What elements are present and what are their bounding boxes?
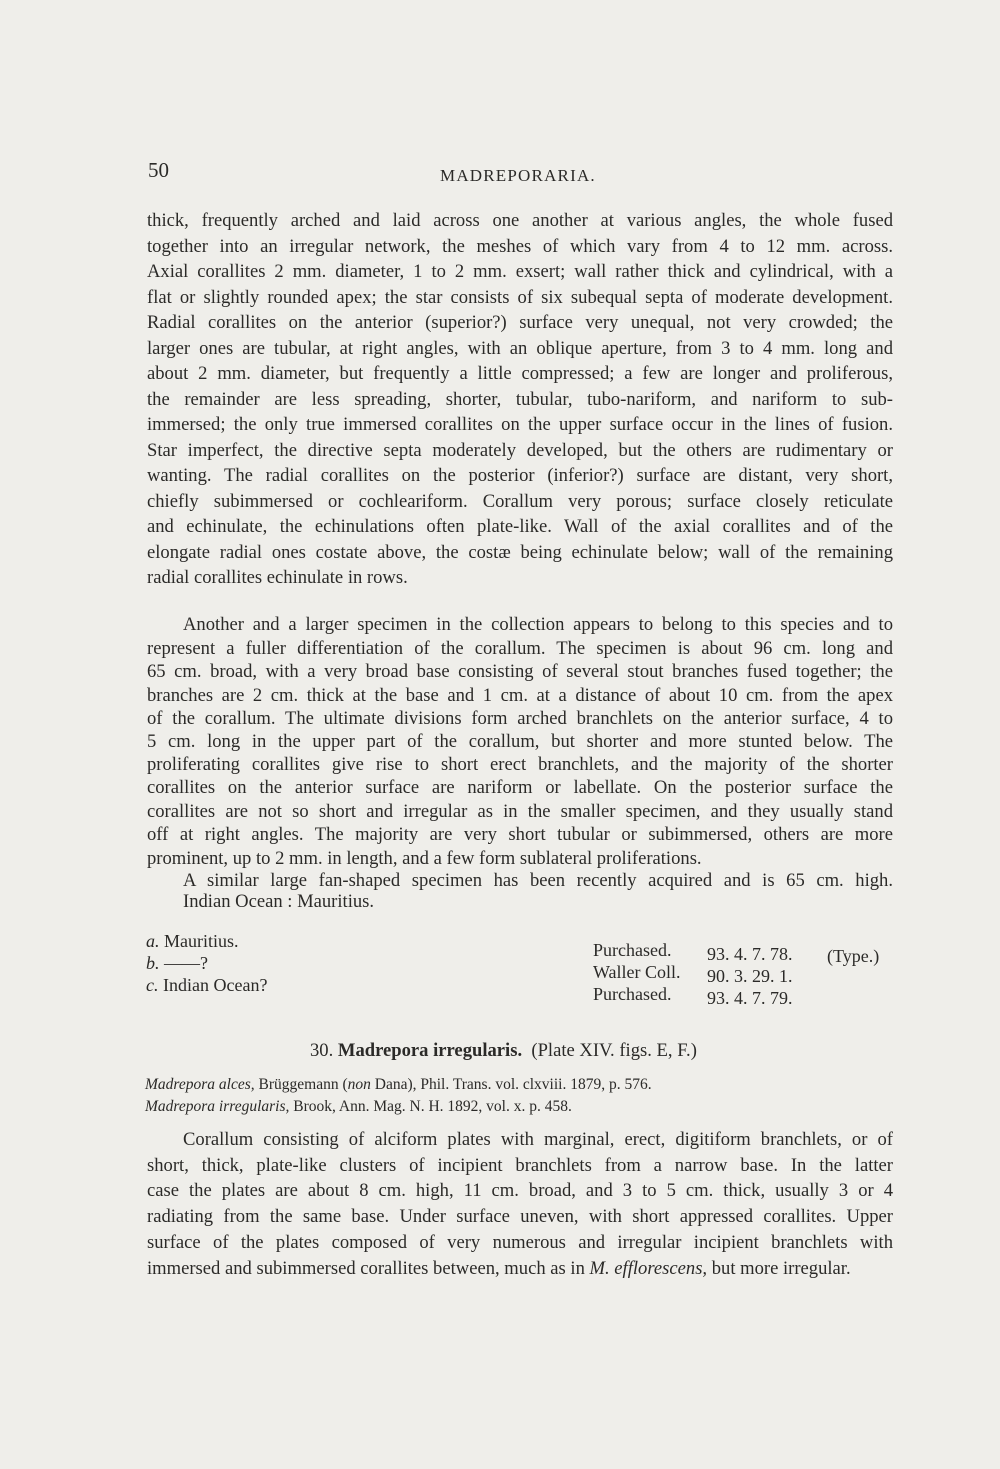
text-line: chiefly subimmersed or cochleariform. Corallum very porous; surface closely reticulate (147, 490, 893, 512)
text-line: the remainder are less spreading, shorter, tubular, tubo-nariform, and nariform to sub- (147, 388, 893, 410)
text-line: 5 cm. long in the upper part of the corallum, but shorter and more stunted below. The (147, 731, 893, 752)
text-line: elongate radial ones costate above, the costæ being echinulate below; wall of the remaining (147, 541, 893, 563)
text-line: larger ones are tubular, at right angles, with an oblique aperture, from 3 to 4 mm. long and (147, 337, 893, 359)
text-line: Another and a larger specimen in the collection appears to belong to this species and to (183, 614, 893, 635)
specimen-notes (827, 945, 879, 967)
text-line: prominent, up to 2 mm. in length, and a few form sublateral proliferations. (147, 848, 702, 869)
text-line: thick, frequently arched and laid across one another at various angles, the whole fused (147, 210, 893, 231)
text-line: immersed and subimmersed corallites between, much as in M. efflorescens, but more irregular. (147, 1258, 851, 1279)
text-line: surface of the plates composed of very numerous and irregular incipient branchlets with (147, 1232, 893, 1253)
text-line: short, thick, plate-like clusters of incipient branchlets from a narrow base. In the latter (147, 1155, 893, 1176)
text-line: branches are 2 cm. thick at the base and 1 cm. at a distance of about 10 cm. from the apex (147, 685, 893, 706)
text-line: and echinulate, the echinulations often plate-like. Wall of the axial corallites and of the (147, 516, 893, 537)
text-line: off at right angles. The majority are very short tubular or subimmersed, others are more (147, 824, 893, 845)
text-line: proliferating corallites give rise to short erect branchlets, and the majority of the shorter (147, 754, 893, 775)
text-line: flat or slightly rounded apex; the star consists of six subequal septa of moderate development. (147, 286, 893, 308)
text-line: wanting. The radial corallites on the posterior (inferior?) surface are distant, very short, (147, 465, 893, 486)
species-heading (310, 1040, 697, 1062)
text-line: Star imperfect, the directive septa moderately developed, but the others are rudimentary or (147, 439, 893, 461)
text-line: represent a fuller differentiation of the corallum. The specimen is about 96 cm. long and (147, 638, 893, 659)
species-number: 30. (310, 1040, 334, 1061)
text-line: about 2 mm. diameter, but frequently a little compressed; a few are longer and proliferous, (147, 363, 893, 384)
specimen-source: Purchased. (593, 984, 672, 1004)
species-name: Madrepora irregularis. (337, 1040, 523, 1061)
text-line: radiating from the same base. Under surface uneven, with short appressed corallites. Upper (147, 1206, 893, 1227)
specimen-registers (707, 943, 793, 1009)
specimen-row: c. Indian Ocean? (146, 975, 268, 995)
text-line: Radial corallites on the anterior (superior?) surface very unequal, not very crowded; the (147, 312, 893, 333)
plate-reference: (Plate XIV. figs. E, F.) (531, 1040, 697, 1061)
specimen-row: b. ——? (146, 953, 208, 973)
synonym-line: Madrepora alces, Brüggemann (non Dana), Phil. Trans. vol. clxviii. 1879, p. 576. (145, 1076, 652, 1093)
specimen-register-number: 93. 4. 7. 79. (707, 988, 793, 1008)
text-line: Corallum consisting of alciform plates with marginal, erect, digitiform branchlets, or of (183, 1129, 893, 1150)
synonym-line: Madrepora irregularis, Brook, Ann. Mag. N. H. 1892, vol. x. p. 458. (145, 1098, 572, 1115)
specimen-row: a. Mauritius. (146, 931, 239, 951)
running-title: MADREPORARIA. (440, 166, 596, 185)
specimen-source: Waller Coll. (593, 962, 681, 982)
text-line: immersed; the only true immersed corallites on the upper surface occur in the lines of fusion. (147, 414, 893, 435)
specimen-source: Purchased. (593, 940, 672, 960)
locality-line: Indian Ocean : Mauritius. (183, 891, 375, 912)
text-line: corallites are not so short and irregular as in the smaller specimen, and they usually stand (147, 801, 893, 822)
text-line: case the plates are about 8 cm. high, 11 cm. broad, and 3 to 5 cm. thick, usually 3 or 4 (147, 1180, 893, 1201)
specimen-list-localities (146, 930, 267, 996)
specimen-register-number: 93. 4. 7. 78. (707, 944, 793, 964)
specimen-note: (Type.) (827, 946, 880, 966)
specimen-register-number: 90. 3. 29. 1. (707, 966, 793, 986)
text-line: Axial corallites 2 mm. diameter, 1 to 2 mm. exsert; wall rather thick and cylindrical, with a (147, 261, 893, 282)
text-line: together into an irregular network, the meshes of which vary from 4 to 12 mm. across. (147, 235, 893, 257)
specimen-sources (593, 939, 681, 1005)
text-line: of the corallum. The ultimate divisions form arched branchlets on the anterior surface, 4 to (147, 708, 893, 729)
page-number: 50 (148, 158, 169, 182)
text-line: 65 cm. broad, with a very broad base consisting of several stout branches fused together; the (147, 661, 893, 682)
text-line: corallites on the anterior surface are nariform or labellate. On the posterior surface the (147, 777, 893, 798)
text-line: A similar large fan-shaped specimen has been recently acquired and is 65 cm. high. (183, 870, 893, 891)
text-line: radial corallites echinulate in rows. (147, 567, 408, 588)
